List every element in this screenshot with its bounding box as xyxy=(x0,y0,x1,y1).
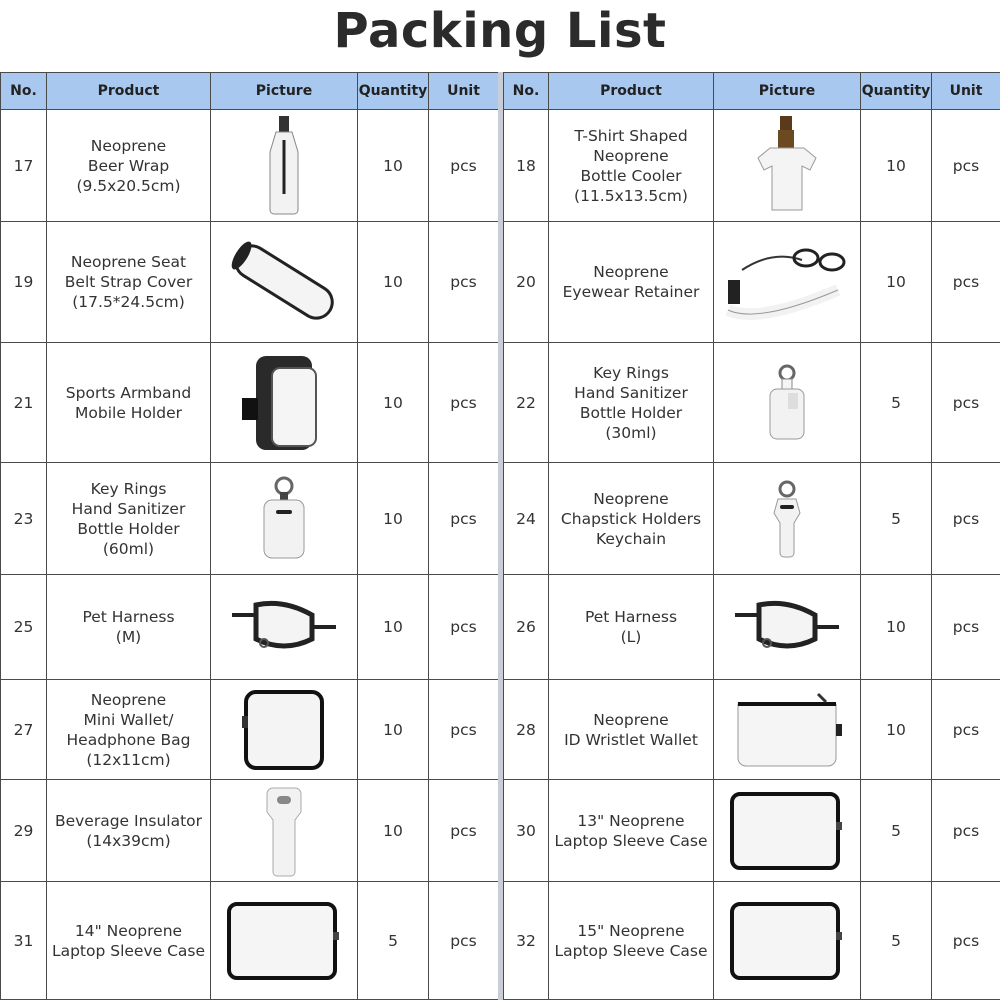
table-row xyxy=(504,343,1000,463)
header-no: No. xyxy=(504,73,549,110)
header-picture: Picture xyxy=(211,73,358,110)
product-picture xyxy=(714,780,861,882)
header-row xyxy=(1,73,499,110)
quantity-value: 5 xyxy=(358,882,429,1000)
table-row xyxy=(504,575,1000,680)
table-row xyxy=(504,680,1000,780)
product-picture xyxy=(211,680,358,780)
quantity-value: 10 xyxy=(358,575,429,680)
unit-value: pcs xyxy=(429,680,499,780)
unit-value: pcs xyxy=(429,343,499,463)
product-name: Key Rings Hand Sanitizer Bottle Holder (30ml) xyxy=(549,343,714,463)
product-name: Neoprene Mini Wallet/ Headphone Bag (12x11cm) xyxy=(47,680,211,780)
unit-value: pcs xyxy=(932,780,1000,882)
quantity-value: 10 xyxy=(358,680,429,780)
unit-value: pcs xyxy=(429,575,499,680)
product-name: Neoprene Chapstick Holders Keychain xyxy=(549,463,714,575)
quantity-value: 5 xyxy=(861,780,932,882)
product-picture xyxy=(211,110,358,222)
product-name: Neoprene Eyewear Retainer xyxy=(549,222,714,343)
quantity-value: 5 xyxy=(861,463,932,575)
table-row xyxy=(504,780,1000,882)
product-name: T-Shirt Shaped Neoprene Bottle Cooler (11.5x13.5cm) xyxy=(549,110,714,222)
item-number: 17 xyxy=(1,110,47,222)
product-picture xyxy=(714,575,861,680)
item-number: 18 xyxy=(504,110,549,222)
table-row xyxy=(1,680,499,780)
product-name: Neoprene Seat Belt Strap Cover (17.5*24.5cm) xyxy=(47,222,211,343)
product-picture xyxy=(714,680,861,780)
laptop-sleeve-icon xyxy=(714,790,860,872)
item-number: 20 xyxy=(504,222,549,343)
product-picture xyxy=(211,222,358,343)
unit-value: pcs xyxy=(932,575,1000,680)
product-name: 14" Neoprene Laptop Sleeve Case xyxy=(47,882,211,1000)
item-number: 27 xyxy=(1,680,47,780)
item-number: 29 xyxy=(1,780,47,882)
pet-harness-icon xyxy=(714,597,860,657)
quantity-value: 10 xyxy=(358,110,429,222)
quantity-value: 5 xyxy=(861,343,932,463)
quantity-value: 10 xyxy=(358,343,429,463)
unit-value: pcs xyxy=(429,780,499,882)
sanitizer-holder-icon xyxy=(211,476,357,562)
quantity-value: 10 xyxy=(358,222,429,343)
header-quantity: Quantity xyxy=(861,73,932,110)
product-picture xyxy=(714,882,861,1000)
header-product: Product xyxy=(549,73,714,110)
item-number: 22 xyxy=(504,343,549,463)
quantity-value: 5 xyxy=(861,882,932,1000)
table-row xyxy=(1,343,499,463)
table-row xyxy=(1,463,499,575)
item-number: 28 xyxy=(504,680,549,780)
tshirt-bottle-cooler-icon xyxy=(714,114,860,218)
seat-belt-cover-icon xyxy=(211,232,357,332)
unit-value: pcs xyxy=(429,222,499,343)
table-row xyxy=(1,882,499,1000)
table-row xyxy=(504,463,1000,575)
product-name: Neoprene ID Wristlet Wallet xyxy=(549,680,714,780)
product-name: Pet Harness (L) xyxy=(549,575,714,680)
quantity-value: 10 xyxy=(861,575,932,680)
header-row xyxy=(504,73,1000,110)
unit-value: pcs xyxy=(429,882,499,1000)
item-number: 32 xyxy=(504,882,549,1000)
table-row xyxy=(504,110,1000,222)
mini-wallet-icon xyxy=(211,686,357,774)
item-number: 26 xyxy=(504,575,549,680)
unit-value: pcs xyxy=(932,343,1000,463)
armband-icon xyxy=(211,348,357,458)
product-picture xyxy=(714,463,861,575)
item-number: 21 xyxy=(1,343,47,463)
quantity-value: 10 xyxy=(861,110,932,222)
product-picture xyxy=(714,110,861,222)
table-row xyxy=(504,882,1000,1000)
item-number: 23 xyxy=(1,463,47,575)
product-picture xyxy=(211,575,358,680)
header-quantity: Quantity xyxy=(358,73,429,110)
product-name: 15" Neoprene Laptop Sleeve Case xyxy=(549,882,714,1000)
item-number: 25 xyxy=(1,575,47,680)
product-picture xyxy=(211,882,358,1000)
laptop-sleeve-icon xyxy=(714,900,860,982)
unit-value: pcs xyxy=(932,680,1000,780)
unit-value: pcs xyxy=(932,222,1000,343)
unit-value: pcs xyxy=(429,110,499,222)
table-row xyxy=(1,110,499,222)
item-number: 19 xyxy=(1,222,47,343)
chapstick-holder-icon xyxy=(714,479,860,559)
unit-value: pcs xyxy=(429,463,499,575)
table-row xyxy=(1,780,499,882)
item-number: 31 xyxy=(1,882,47,1000)
quantity-value: 10 xyxy=(861,680,932,780)
header-unit: Unit xyxy=(429,73,499,110)
product-picture xyxy=(714,222,861,343)
quantity-value: 10 xyxy=(358,780,429,882)
product-name: 13" Neoprene Laptop Sleeve Case xyxy=(549,780,714,882)
product-picture xyxy=(211,343,358,463)
product-name: Pet Harness (M) xyxy=(47,575,211,680)
table-row xyxy=(504,222,1000,343)
laptop-sleeve-icon xyxy=(211,900,357,982)
sanitizer-holder-small-icon xyxy=(714,363,860,443)
packing-table-left xyxy=(0,72,499,1000)
product-name: Neoprene Beer Wrap (9.5x20.5cm) xyxy=(47,110,211,222)
header-product: Product xyxy=(47,73,211,110)
packing-table-right xyxy=(503,72,1000,1000)
pet-harness-icon xyxy=(211,597,357,657)
eyewear-retainer-icon xyxy=(714,240,860,324)
header-no: No. xyxy=(1,73,47,110)
unit-value: pcs xyxy=(932,463,1000,575)
id-wristlet-wallet-icon xyxy=(714,690,860,770)
page-title: Packing List xyxy=(333,3,667,59)
quantity-value: 10 xyxy=(861,222,932,343)
product-picture xyxy=(714,343,861,463)
product-name: Beverage Insulator (14x39cm) xyxy=(47,780,211,882)
table-row xyxy=(1,222,499,343)
unit-value: pcs xyxy=(932,110,1000,222)
table-row xyxy=(1,575,499,680)
product-name: Key Rings Hand Sanitizer Bottle Holder (60ml) xyxy=(47,463,211,575)
product-picture xyxy=(211,463,358,575)
item-number: 24 xyxy=(504,463,549,575)
beverage-insulator-icon xyxy=(211,784,357,878)
beer-wrap-icon xyxy=(211,114,357,218)
header-picture: Picture xyxy=(714,73,861,110)
header-unit: Unit xyxy=(932,73,1000,110)
unit-value: pcs xyxy=(932,882,1000,1000)
quantity-value: 10 xyxy=(358,463,429,575)
item-number: 30 xyxy=(504,780,549,882)
product-picture xyxy=(211,780,358,882)
product-name: Sports Armband Mobile Holder xyxy=(47,343,211,463)
